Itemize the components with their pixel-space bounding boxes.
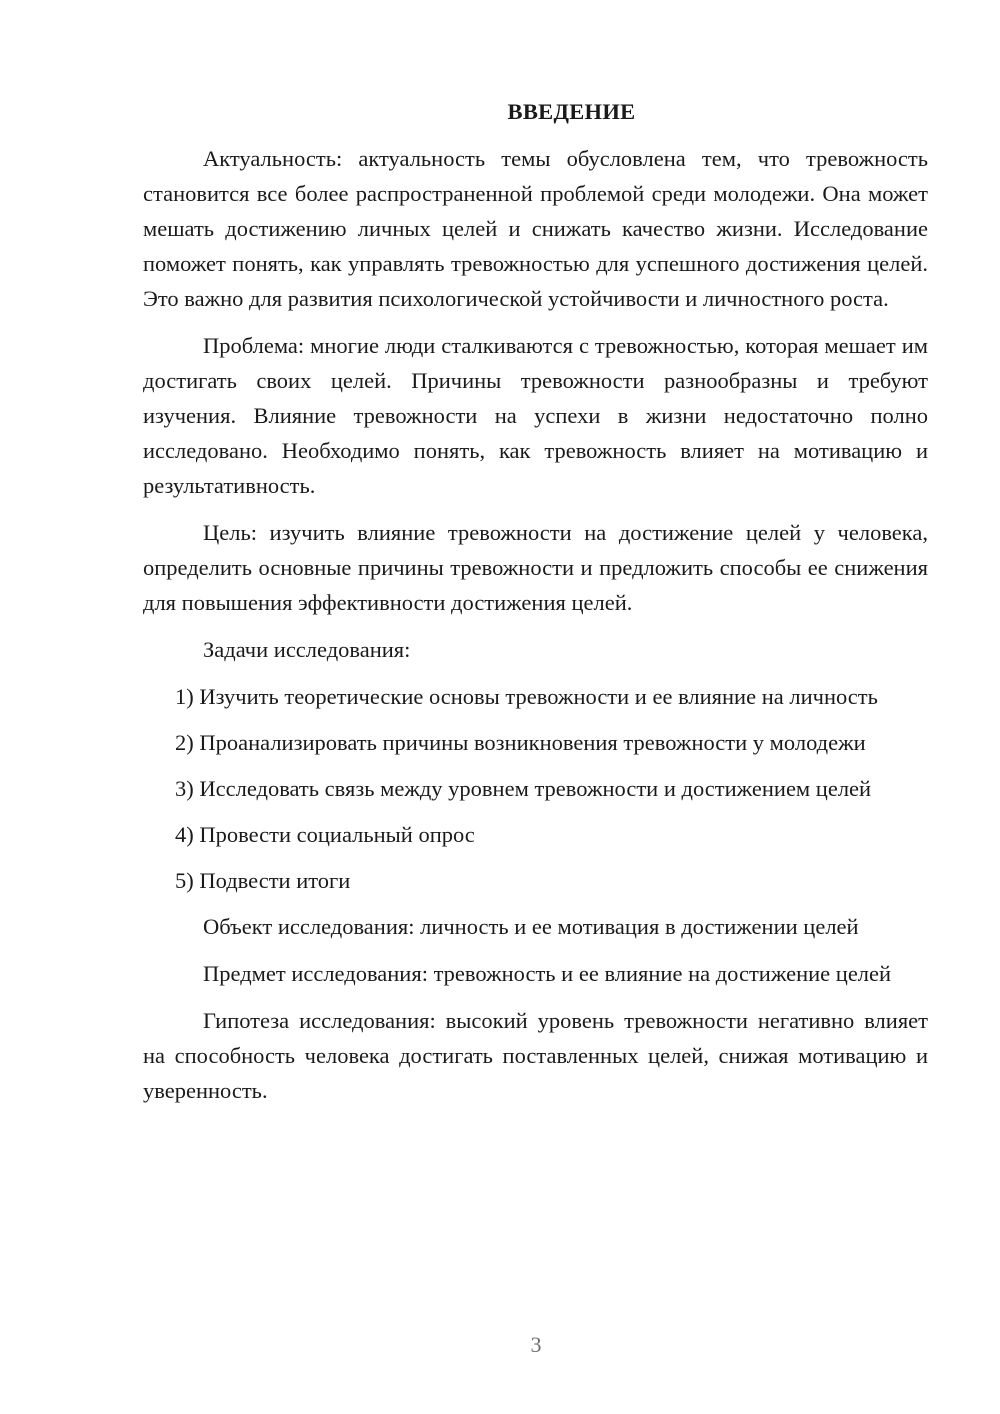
task-item-1: 1) Изучить теоретические основы тревожности и ее влияние на личность xyxy=(175,684,878,709)
task-item-2: 2) Проанализировать причины возникновения тревожности у молодежи xyxy=(175,730,866,755)
section-title: ВВЕДЕНИЕ xyxy=(507,99,636,124)
subject-paragraph: Предмет исследования: тревожность и ее влияние на достижение целей xyxy=(203,961,892,986)
goal-paragraph: Цель: изучить влияние тревожности на достижение целей у человека, определить основные причины тревожности и предложить способы ее снижения для повышения эффективности достижения целей. xyxy=(143,520,928,615)
object-paragraph: Объект исследования: личность и ее мотивация в достижении целей xyxy=(203,914,859,939)
task-item-4: 4) Провести социальный опрос xyxy=(175,822,475,847)
problem-paragraph: Проблема: многие люди сталкиваются с тревожностью, которая мешает им достигать своих целей. Причины тревожности разнообразны и требуют изучения. Влияние тревожности на успехи в жизни недостаточно полно исследовано. Необходимо понять, как тревожность влияет на мотивацию и результативность. xyxy=(143,333,928,498)
task-item-5: 5) Подвести итоги xyxy=(175,868,351,893)
page-number: 3 xyxy=(530,1332,542,1357)
page-content xyxy=(143,94,928,1120)
task-item-3: 3) Исследовать связь между уровнем тревожности и достижением целей xyxy=(175,776,872,801)
hypothesis-paragraph: Гипотеза исследования: высокий уровень тревожности негативно влияет на способность человека достигать поставленных целей, снижая мотивацию и уверенность. xyxy=(143,1008,928,1103)
tasks-heading: Задачи исследования: xyxy=(203,637,411,662)
relevance-paragraph: Актуальность: актуальность темы обусловлена тем, что тревожность становится все более распространенной проблемой среди молодежи. Она может мешать достижению личных целей и снижать качество жизни. Исследование поможет понять, как управлять тревожностью для успешного достижения целей. Это важно для развития психологической устойчивости и личностного роста. xyxy=(143,146,928,311)
